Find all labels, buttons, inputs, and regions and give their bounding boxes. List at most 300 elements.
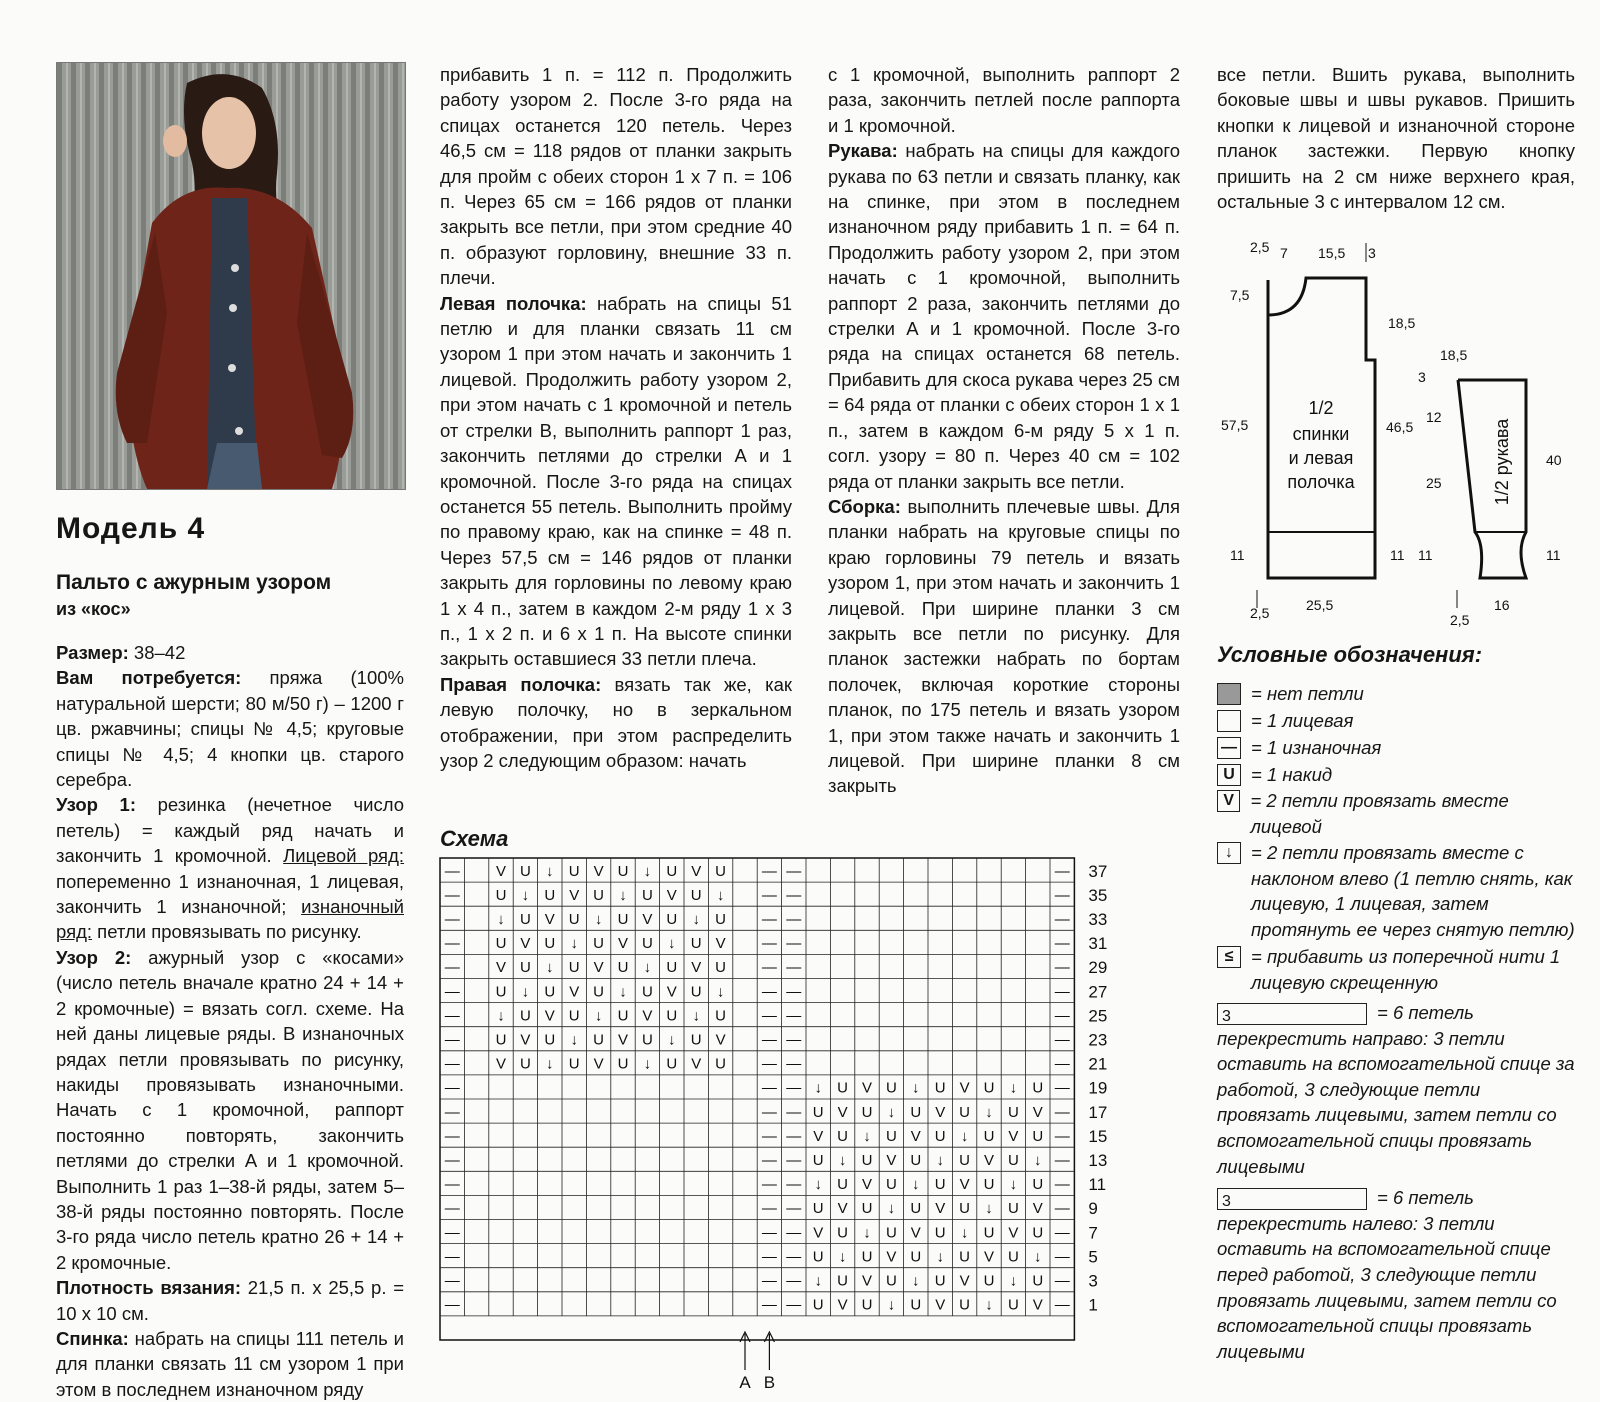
chart-stitch-symbol: — [786,1176,802,1194]
chart-stitch-symbol: U [641,935,653,953]
chart-stitch-symbol: V [691,1055,702,1073]
chart-row-number: 33 [1088,909,1108,929]
right-front-continued-paragraph: с 1 кромочной, выполнить раппорт 2 раза, закончить петлей после раппорта и 1 кромочной. [828,64,1180,136]
chart-stitch-symbol: ↓ [838,1248,847,1266]
chart-stitch-symbol: U [861,1152,873,1170]
chart-stitch-symbol: V [910,1127,921,1145]
chart-stitch-symbol: U [593,983,605,1001]
chart-stitch-symbol: U [983,1224,995,1242]
chart-stitch-symbol: V [593,1055,604,1073]
chart-stitch-symbol: — [761,1200,777,1218]
chart-stitch-symbol: V [1032,1103,1043,1121]
chart-stitch-symbol: — [444,911,460,929]
chart-stitch-symbol: U [519,862,531,880]
dim-back-11: 2,5 [1250,605,1270,621]
chart-stitch-symbol: U [715,911,727,929]
chart-stitch-symbol: V [666,886,677,904]
chart-stitch-symbol: ↓ [692,1007,700,1025]
sleeve-label: 1/2 рукава [1492,418,1512,506]
dim-back-8: 46,5 [1386,419,1414,435]
dim-back-12: 25,5 [1306,597,1334,613]
chart-stitch-symbol: U [934,1272,946,1290]
chart-stitch-symbol: — [786,959,802,977]
chart-stitch-symbol: U [690,1031,702,1049]
chart-stitch-symbol: — [444,1031,460,1049]
chart-stitch-symbol: U [934,1079,946,1097]
chart-stitch-symbol: — [444,1200,460,1218]
chart-stitch-symbol: — [1054,1055,1070,1073]
chart-stitch-symbol: U [861,1103,873,1121]
chart-stitch-symbol: ↓ [1009,1176,1018,1194]
chart-stitch-symbol: U [959,1103,971,1121]
chart-stitch-symbol: — [444,1103,460,1121]
chart-stitch-symbol: V [569,983,580,1001]
back-label-3: и левая [1288,448,1354,468]
chart-stitch-symbol: V [959,1176,970,1194]
chart-stitch-symbol: U [812,1103,824,1121]
chart-row-number: 35 [1088,885,1108,905]
chart-stitch-symbol: U [715,862,727,880]
chart-stitch-symbol: — [786,1007,802,1025]
chart-stitch-symbol: U [593,1031,605,1049]
dim-sleeve-1: 18,5 [1440,347,1468,363]
chart-stitch-symbol: ↓ [985,1200,993,1218]
left-front-paragraph: Левая полочка: набрать на спицы 51 петлю и для планки связать 11 см узором 1 при этом начать и закончить 1 лицевой. Продолжить работу узором 2, при этом начать с 1 кромочной и петель от стрелки В, выполнить раппорт 1 раз, закончить петлями до стрелки А и 1 кромочной. После 3-го ряда на спицах останется 55 петель. Выполнить пройму по правому краю, как на спинке = 48 п. Через 57,5 см = 146 рядов от планки закрыть для горловины по левому краю 1 х 4 п., затем в каждом 2-м ряду 1 х 3 п., 1 х 2 п. и 6 х 1 п. На высоте спинки закрыть оставшиеся 33 петли плеча. [440,292,792,670]
cable-left-symbol-icon: 3 [1217,1188,1367,1210]
chart-stitch-symbol: ↓ [594,1007,603,1025]
chart-row-number: 7 [1088,1223,1098,1243]
legend-item-cable-right: 3 = 6 петель перекрестить направо: 3 петли оставить на вспомогательной спице за работой, 3 следующие петли провязать лицевыми, затем петли со вспомогательной спицы провязать лицевыми [1217,1002,1575,1177]
chart-stitch-symbol: — [761,935,777,953]
chart-stitch-symbol: — [1054,1152,1070,1170]
chart-stitch-symbol: U [983,1079,995,1097]
chart-stitch-symbol: V [886,1152,897,1170]
chart-row-number: 37 [1088,861,1108,881]
chart-stitch-symbol: V [813,1127,824,1145]
dim-back-9: 11 [1230,547,1245,563]
chart-stitch-symbol: ↓ [1009,1272,1018,1290]
chart-stitch-symbol: ↓ [960,1127,969,1145]
chart-stitch-symbol: U [983,1272,995,1290]
chart-stitch-symbol: V [935,1296,946,1314]
dim-back-4: 3 [1368,245,1376,261]
dim-sleeve-7: 11 [1546,547,1561,563]
chart-stitch-symbol: U [568,959,580,977]
subtitle-line-1: Пальто с ажурным узором [56,571,332,594]
ssk-symbol-icon: ↓ [1217,842,1241,864]
chart-stitch-symbol: — [761,1296,777,1314]
chart-row-number: 9 [1088,1199,1098,1219]
chart-stitch-symbol: ↓ [887,1296,896,1314]
chart-stitch-symbol: U [934,1127,946,1145]
chart-stitch-symbol: ↓ [960,1224,969,1242]
chart-stitch-symbol: ↓ [521,983,530,1001]
chart-stitch-symbol: ↓ [838,1152,847,1170]
chart-stitch-symbol: U [641,1031,653,1049]
chart-stitch-symbol: ↓ [912,1079,920,1097]
chart-row-number: 27 [1088,982,1108,1002]
chart-row-number: 15 [1088,1126,1108,1146]
chart-stitch-symbol: — [786,1127,802,1145]
chart-stitch-symbol: ↓ [716,886,725,904]
k2tog-symbol-icon: V [1217,790,1240,812]
chart-stitch-symbol: ↓ [594,911,603,929]
chart-stitch-symbol: V [691,862,702,880]
chart-stitch-symbol: U [690,983,702,1001]
chart-stitch-symbol: ↓ [814,1079,822,1097]
chart-stitch-symbol: — [1054,886,1070,904]
subtitle-line-2: из «кос» [56,599,131,619]
back-label-2: спинки [1292,424,1350,444]
chart-stitch-symbol: U [715,1007,727,1025]
chart-stitch-symbol: — [786,1079,802,1097]
chart-stitch-symbol: U [617,1055,629,1073]
chart-stitch-symbol: — [444,1152,460,1170]
chart-stitch-symbol: — [761,1007,777,1025]
chart-stitch-symbol: — [761,1031,777,1049]
chart-stitch-symbol: V [715,1031,726,1049]
dim-sleeve-2: 3 [1418,369,1426,385]
chart-stitch-symbol: ↓ [643,1055,652,1073]
chart-stitch-symbol: — [761,1224,777,1242]
size-paragraph: Размер: 38–42 [56,642,186,663]
chart-stitch-symbol: — [786,1224,802,1242]
chart-stitch-symbol: ↓ [887,1200,896,1218]
chart-stitch-symbol: V [1032,1296,1043,1314]
chart-stitch-symbol: U [568,911,580,929]
chart-stitch-symbol: U [519,959,531,977]
chart-row-number: 23 [1088,1030,1108,1050]
chart-stitch-symbol: ↓ [985,1103,993,1121]
purl-symbol-icon: — [1217,737,1241,759]
cable-right-symbol-icon: 3 [1217,1003,1367,1025]
chart-stitch-symbol: ↓ [546,959,554,977]
chart-stitch-symbol: V [1008,1224,1019,1242]
legend-item-cable-left: 3 = 6 петель перекрестить налево: 3 петли оставить на вспомогательной спице перед работой, 3 следующие петли провязать лицевыми, затем петли со вспомогательной спицы провязать лицевыми [1217,1187,1557,1362]
chart-stitch-symbol: U [495,935,507,953]
chart-stitch-symbol: U [495,1031,507,1049]
chart-row-number: 13 [1088,1150,1108,1170]
chart-stitch-symbol: U [910,1200,922,1218]
chart-stitch-symbol: — [1054,1079,1070,1097]
chart-stitch-symbol: U [593,935,605,953]
chart-stitch-symbol: ↓ [936,1152,944,1170]
chart-stitch-symbol: ↓ [692,911,700,929]
chart-stitch-symbol: U [568,1007,580,1025]
chart-stitch-symbol: — [786,1296,802,1314]
dim-sleeve-4: 25 [1426,475,1442,491]
chart-stitch-symbol: ↓ [668,1031,676,1049]
chart-stitch-symbol: — [444,983,460,1001]
chart-stitch-symbol: V [593,959,604,977]
chart-stitch-symbol: U [910,1296,922,1314]
chart-stitch-symbol: U [812,1152,824,1170]
chart-stitch-symbol: U [837,1176,849,1194]
chart-stitch-symbol: V [983,1248,995,1266]
chart-stitch-symbol: — [444,1176,460,1194]
chart-stitch-symbol: — [786,1055,802,1073]
chart-stitch-symbol: U [1032,1176,1044,1194]
dim-back-6: 18,5 [1388,315,1416,331]
schema-title: Схема [440,826,509,851]
chart-stitch-symbol: V [495,862,507,880]
chart-stitch-symbol: — [444,862,460,880]
chart-stitch-symbol: V [642,911,653,929]
chart-stitch-symbol: — [444,1127,460,1145]
chart-stitch-symbol: ↓ [863,1224,871,1242]
chart-stitch-symbol: — [1054,1200,1070,1218]
chart-stitch-symbol: — [1054,959,1070,977]
chart-stitch-symbol: V [544,1007,555,1025]
chart-stitch-symbol: V [837,1200,848,1218]
chart-stitch-symbol: V [666,983,677,1001]
chart-stitch-symbol: U [1007,1103,1019,1121]
chart-stitch-symbol: U [1032,1272,1044,1290]
legend-item-increase: ≤ = прибавить из поперечной нити 1 лицевую скрещенную [1217,944,1577,996]
dim-back-5: 7,5 [1230,287,1250,303]
chart-stitch-symbol: — [761,886,777,904]
legend-item-k2tog: V = 2 петли провязать вместе лицевой [1217,788,1577,840]
chart-stitch-symbol: U [934,1224,946,1242]
chart-stitch-symbol: U [885,1079,897,1097]
legend-item-ssk: ↓ = 2 петли провязать вместе с наклоном влево (1 петлю снять, как лицевую, 1 лицевая, затем протянуть ее через снятую петлю) [1217,840,1577,944]
chart-stitch-symbol: — [1054,862,1070,880]
chart-row-number: 11 [1088,1175,1107,1195]
chart-arrow-label: A [739,1373,751,1392]
chart-row-number: 21 [1088,1054,1108,1074]
chart-stitch-symbol: — [761,1272,777,1290]
chart-stitch-symbol: ↓ [912,1176,920,1194]
dim-sleeve-8: 2,5 [1450,612,1470,628]
chart-stitch-symbol: U [910,1152,922,1170]
chart-stitch-symbol: — [1054,1224,1070,1242]
chart-stitch-symbol: U [837,1127,849,1145]
chart-stitch-symbol: V [544,911,555,929]
chart-stitch-symbol: ↓ [668,935,676,953]
chart-stitch-symbol: U [617,959,629,977]
chart-stitch-symbol: U [519,911,531,929]
legend-item-purl: — = 1 изнаночная [1217,734,1577,761]
chart-stitch-symbol: — [1054,911,1070,929]
chart-stitch-symbol: — [786,911,802,929]
chart-stitch-symbol: — [786,1272,802,1290]
chart-stitch-symbol: ↓ [814,1176,822,1194]
chart-stitch-symbol: U [861,1296,873,1314]
chart-stitch-symbol: V [593,862,604,880]
dim-back-2: 7 [1280,245,1288,261]
chart-stitch-symbol: U [641,983,653,1001]
chart-stitch-symbol: — [444,935,460,953]
chart-stitch-symbol: U [617,911,629,929]
chart-stitch-symbol: V [1008,1127,1019,1145]
chart-stitch-symbol: U [666,911,678,929]
yarn-over-symbol-icon: U [1217,764,1241,786]
chart-stitch-symbol: U [690,935,702,953]
chart-stitch-symbol: V [886,1248,897,1266]
chart-stitch-symbol: — [786,1200,802,1218]
chart-stitch-symbol: U [934,1176,946,1194]
legend-item-knit: = 1 лицевая [1217,707,1577,734]
chart-stitch-symbol: U [983,1127,995,1145]
chart-stitch-symbol: V [861,1272,873,1290]
chart-stitch-symbol: U [495,983,507,1001]
chart-stitch-symbol: V [861,1079,873,1097]
chart-stitch-symbol: U [715,959,727,977]
chart-stitch-symbol: — [761,862,777,880]
chart-stitch-symbol: U [837,1079,849,1097]
chart-stitch-symbol: — [1054,935,1070,953]
chart-stitch-symbol: — [444,1224,460,1242]
chart-stitch-symbol: U [519,1055,531,1073]
back-paragraph: Спинка: набрать на спицы 111 петель и для планки связать 11 см узором 1 при этом в последнем изнаночном ряду [56,1327,404,1400]
chart-stitch-symbol: U [1032,1127,1044,1145]
chart-stitch-symbol: U [617,1007,629,1025]
chart-row-number: 19 [1088,1078,1108,1098]
chart-stitch-symbol: V [959,1272,970,1290]
chart-stitch-symbol: — [786,983,802,1001]
chart-stitch-symbol: ↓ [1034,1152,1042,1170]
chart-stitch-symbol: V [935,1200,946,1218]
chart-stitch-symbol: V [495,959,507,977]
chart-stitch-symbol: U [495,886,507,904]
chart-stitch-symbol: U [885,1176,897,1194]
dim-back-7: 57,5 [1221,417,1249,433]
chart-stitch-symbol: U [910,1103,922,1121]
chart-stitch-symbol: ↓ [936,1248,944,1266]
chart-stitch-symbol: V [495,1055,507,1073]
chart-stitch-symbol: U [885,1127,897,1145]
dim-back-10: 11 [1390,547,1405,563]
chart-stitch-symbol: V [813,1224,824,1242]
chart-stitch-symbol: V [959,1079,970,1097]
chart-stitch-symbol: V [642,1007,653,1025]
chart-stitch-symbol: — [761,1127,777,1145]
chart-stitch-symbol: — [786,862,802,880]
chart-stitch-symbol: ↓ [814,1272,822,1290]
chart-stitch-symbol: — [761,1248,777,1266]
chart-stitch-symbol: ↓ [643,959,652,977]
chart-stitch-symbol: U [837,1272,849,1290]
chart-row-number: 5 [1088,1247,1098,1267]
chart-stitch-symbol: — [786,1248,802,1266]
chart-stitch-symbol: U [812,1248,824,1266]
chart-stitch-symbol: ↓ [1034,1248,1042,1266]
back-continued-paragraph: прибавить 1 п. = 112 п. Продолжить работу узором 2. После 3-го ряда на спицах останется 120 петель. Через 46,5 см = 118 рядов от планки закрыть для пройм с обеих сторон 1 х 7 п. = 106 п. Через 65 см = 166 рядов от планки закрыть все петли, при этом средние 40 п. образуют горловину, внешние 33 п. плечи. [440,64,792,289]
chart-stitch-symbol: V [837,1103,848,1121]
chart-stitch-symbol: ↓ [887,1103,896,1121]
chart-stitch-symbol: U [959,1200,971,1218]
chart-stitch-symbol: U [593,886,605,904]
chart-stitch-symbol: U [690,886,702,904]
dim-sleeve-5: 40 [1546,452,1562,468]
chart-stitch-symbol: — [786,1103,802,1121]
chart-row-number: 3 [1088,1271,1098,1291]
chart-row-number: 1 [1088,1295,1098,1315]
chart-stitch-symbol: U [1007,1296,1019,1314]
chart-stitch-symbol: — [761,1152,777,1170]
chart-stitch-symbol: U [519,1007,531,1025]
chart-stitch-symbol: — [761,1055,777,1073]
chart-stitch-symbol: U [715,1055,727,1073]
chart-stitch-symbol: U [959,1152,971,1170]
chart-stitch-symbol: — [444,1007,460,1025]
chart-stitch-symbol: V [983,1152,995,1170]
chart-stitch-symbol: V [1032,1200,1043,1218]
chart-stitch-symbol: — [1054,1176,1070,1194]
chart-stitch-symbol: ↓ [546,1055,554,1073]
dim-back-1: 2,5 [1250,239,1270,255]
chart-stitch-symbol: — [1054,1007,1070,1025]
assembly-paragraph: Сборка: выполнить плечевые швы. Для планки набрать на круговые спицы по краю горловины 79 петель и вязать узором 1, при этом начать и закончить 1 лицевой. При ширине планки 3 см закрыть все петли по рисунку. Для планок застежки набрать по бортам полочек, включая короткие стороны планок, по 175 петель и вязать узором 1, при этом также начать и закончить 1 лицевой. При ширине планки 8 см закрыть [828,495,1180,797]
dim-sleeve-6: 11 [1418,547,1433,563]
chart-stitch-symbol: — [761,1103,777,1121]
chart-stitch-symbol: U [568,1055,580,1073]
chart-stitch-symbol: U [544,983,556,1001]
chart-stitch-symbol: — [1054,1296,1070,1314]
right-front-paragraph: Правая полочка: вязать так же, как левую полочку, но в зеркальном отображении, при этом распределить узор 2 следующим образом: начать [440,673,792,771]
dim-back-3: 15,5 [1318,245,1346,261]
chart-stitch-symbol: ↓ [619,886,627,904]
chart-stitch-symbol: — [1054,1127,1070,1145]
pattern1-paragraph: Узор 1: резинка (нечетное число петель) = каждый ряд начать и закончить 1 кромочной. Лицевой ряд: попеременно 1 изнаночная, 1 лицевая, закончить 1 изнаночной; изнаночный ряд: петли провязывать по рисунку. [56,794,404,943]
chart-stitch-symbol: U [617,862,629,880]
chart-stitch-symbol: ↓ [497,1007,505,1025]
chart-stitch-symbol: V [617,935,629,953]
chart-stitch-symbol: U [544,1031,556,1049]
chart-stitch-symbol: — [1054,1248,1070,1266]
chart-stitch-symbol: U [544,886,556,904]
back-label-1: 1/2 [1308,398,1334,418]
chart-stitch-symbol: U [666,1007,678,1025]
chart-stitch-symbol: V [837,1296,848,1314]
chart-stitch-symbol: V [935,1103,946,1121]
chart-stitch-symbol: U [861,1200,873,1218]
chart-stitch-symbol: V [520,1031,531,1049]
chart-stitch-symbol: ↓ [497,911,505,929]
chart-stitch-symbol: — [761,911,777,929]
chart-stitch-symbol: ↓ [546,862,554,880]
back-label-4: полочка [1287,472,1355,492]
chart-stitch-symbol: U [1032,1079,1044,1097]
chart-stitch-symbol: — [761,959,777,977]
chart-stitch-symbol: U [666,862,678,880]
chart-stitch-symbol: U [812,1200,824,1218]
chart-stitch-symbol: V [520,935,531,953]
chart-stitch-symbol: U [641,886,653,904]
chart-stitch-symbol: U [910,1248,922,1266]
chart-stitch-symbol: ↓ [570,935,578,953]
chart-stitch-symbol: — [786,1031,802,1049]
chart-stitch-symbol: — [1054,1103,1070,1121]
increase-symbol-icon: ≤ [1217,946,1241,968]
chart-stitch-symbol: V [569,886,580,904]
chart-stitch-symbol: U [885,1224,897,1242]
chart-row-number: 25 [1088,1006,1108,1026]
assembly-continued-paragraph: все петли. Вшить рукава, выполнить боковые швы и швы рукавов. Пришить кнопки к лицевой и изнаночной стороне планок застежки. Первую кнопку пришить на 2 см ниже верхнего края, остальные 3 с интервалом 12 см. [1217,64,1575,213]
chart-stitch-symbol: U [1007,1248,1019,1266]
chart-stitch-symbol: U [568,862,580,880]
chart-stitch-symbol: U [959,1296,971,1314]
chart-stitch-symbol: — [761,1079,777,1097]
chart-stitch-symbol: ↓ [643,862,652,880]
chart-stitch-symbol: ↓ [716,983,725,1001]
chart-row-number: 29 [1088,958,1108,978]
dim-sleeve-3: 12 [1426,409,1442,425]
chart-stitch-symbol: — [761,1176,777,1194]
chart-stitch-symbol: — [786,886,802,904]
chart-stitch-symbol: — [786,1152,802,1170]
sleeves-paragraph: Рукава: набрать на спицы для каждого рукава по 63 петли и связать планку, как на спинке, при этом в последнем изнаночном ряду прибавить 1 п. = 64 п. Продолжить работу узором 2, при этом начать с 1 кромочной, выполнить раппорт 2 раза, закончить петлями до стрелки А и 1 кромочной. После 3-го ряда на спицах останется 68 петель. Прибавить для скоса рукава через 25 см = 64 ряда от планки с обеих сторон 1 х 1 п., затем в каждом 6-м ряду 5 х 1 п. согл. узору = 80 п. Через 40 см = 102 ряда от планки закрыть все петли. [828,140,1180,492]
